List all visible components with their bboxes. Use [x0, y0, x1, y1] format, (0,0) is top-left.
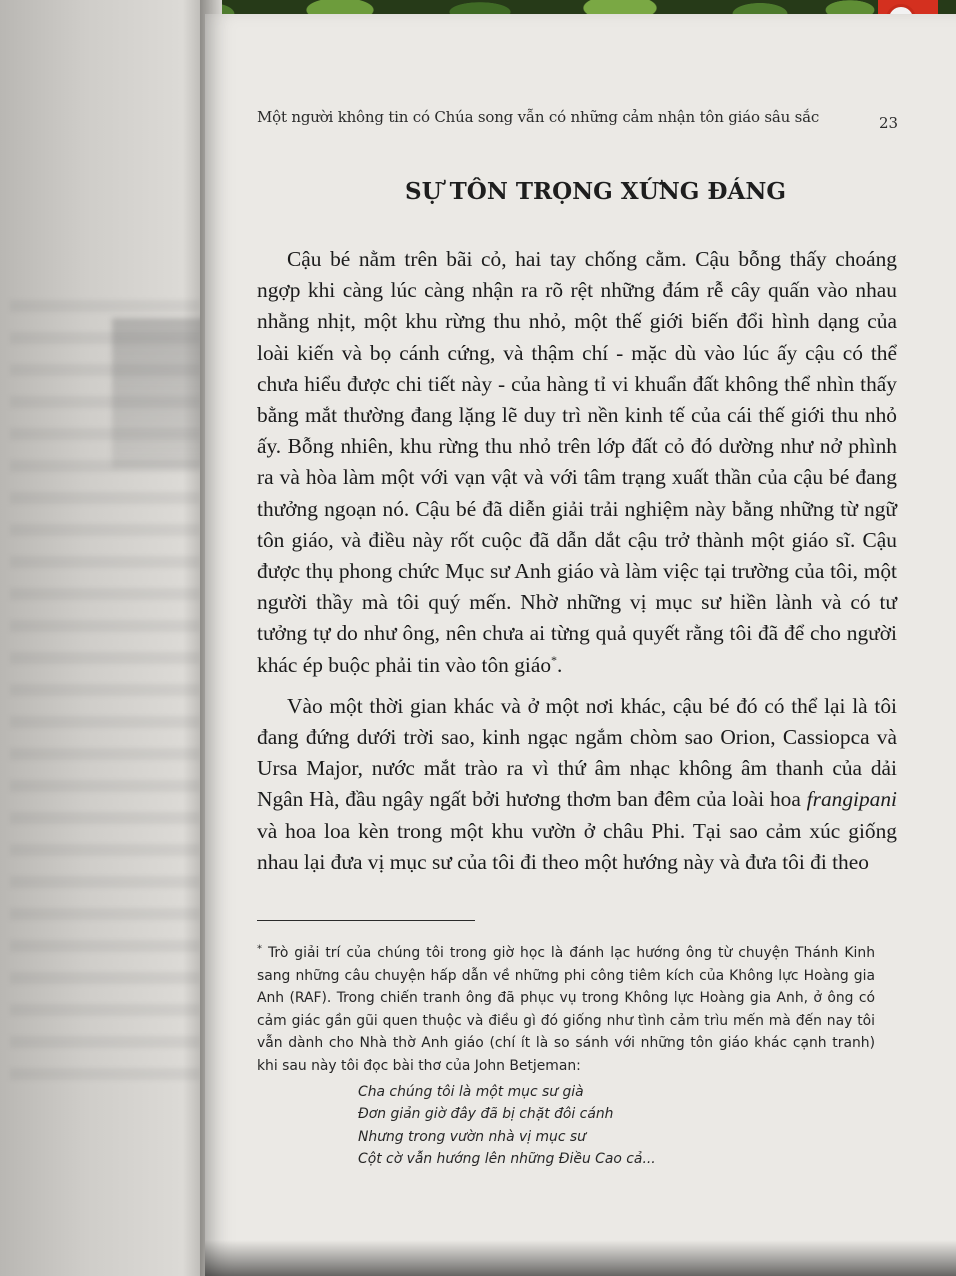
paragraph-1-end: . — [557, 652, 563, 677]
page-number: 23 — [879, 114, 899, 132]
body-text — [257, 244, 897, 888]
footnote-marker: * — [257, 943, 262, 955]
page-bottom-shadow — [205, 1240, 956, 1276]
poem — [358, 1081, 656, 1170]
footnote-text: Trò giải trí của chúng tôi trong giờ học là đánh lạc hướng ông từ chuyện Thánh Kinh sang những câu chuyện hấp dẫn về những phi công tiêm kích của Không lực Hoàng gia Anh (RAF). Trong chiến tranh ông đã phục vụ trong Không lực Hoàng gia Anh, ở ông có cảm giác gần gũi quen thuộc và điều gì đó giống như tình cảm trìu mến mà đến nay tôi vẫn dành cho Nhà thờ Anh giáo (chí ít là so sánh với những tôn giáo khác cạnh tranh) khi sau này tôi đọc bài thơ của John Betjeman: — [257, 945, 875, 1074]
poem-line: Đơn giản giờ đây đã bị chặt đôi cánh — [358, 1106, 614, 1123]
paragraph-1 — [257, 244, 897, 681]
previous-page-blurred-heading — [112, 318, 212, 468]
running-head: Một người không tin có Chúa song vẫn có những cảm nhận tôn giáo sâu sắc — [257, 108, 820, 126]
paragraph-2-text-b: và hoa loa kèn trong một khu vườn ở châu Phi. Tại sao cảm xúc giống nhau lại đưa vị mục sư của tôi đi theo một hướng này và đưa tôi đi theo — [257, 818, 897, 874]
paragraph-2 — [257, 691, 897, 878]
previous-page — [0, 0, 215, 1276]
poem-line: Cột cờ vẫn hướng lên những Điều Cao cả... — [358, 1150, 656, 1167]
book-page — [205, 14, 956, 1276]
paragraph-2-italic: frangipani — [806, 787, 897, 812]
footnote-reference: * — [551, 652, 558, 667]
footnote-rule — [257, 920, 475, 921]
poem-line: Nhưng trong vườn nhà vị mục sư — [358, 1128, 586, 1145]
footnote-paragraph — [257, 942, 875, 1078]
poem-line: Cha chúng tôi là một mục sư già — [358, 1084, 584, 1100]
footnote — [257, 942, 875, 1078]
chapter-title: SỰ TÔN TRỌNG XỨNG ĐÁNG — [405, 178, 786, 205]
paragraph-1-text: Cậu bé nằm trên bãi cỏ, hai tay chống cằm. Cậu bỗng thấy choáng ngợp khi càng lúc càng nhận ra rõ rệt những đám rễ cây quấn vào nhau nhằng nhịt, một khu rừng thu nhỏ, một thế giới biến đổi hình dạng của loài kiến và bọ cánh cứng, và thậm chí - mặc dù vào lúc ấy cậu có thể chưa hiểu được chi tiết này - của hàng tỉ vi khuẩn đất không thể nhìn thấy bằng mắt thường đang lặng lẽ duy trì nền kinh tế của cái thế giới thu nhỏ ấy. Bỗng nhiên, khu rừng thu nhỏ trên lớp đất cỏ đó dường như nở phình ra và hòa làm một với vạn vật và với tâm trạng xuất thần của cậu bé đang thưởng ngoạn nó. Cậu bé đã diễn giải trải nghiệm này bằng những từ ngữ tôn giáo, và điều này rốt cuộc đã dẫn dắt cậu trở thành một giáo sĩ. Cậu được thụ phong chức Mục sư Anh giáo và làm việc tại trường của tôi, một người thầy mà tôi quý mến. Nhờ những vị mục sư hiền lành và có tư tưởng tự do như ông, nên chưa ai từng quả quyết rằng tôi đã để cho người khác ép buộc phải tin vào tôn giáo — [257, 247, 897, 677]
paragraph-2-text-a: Vào một thời gian khác và ở một nơi khác, cậu bé đó có thể lại là tôi đang đứng dưới trời sao, kinh ngạc ngắm chòm sao Orion, Cassiopca và Ursa Major, nước mắt trào ra vì thứ âm nhạc không âm thanh của dải Ngân Hà, đầu ngây ngất bởi hương thơm ban đêm của loài hoa — [257, 693, 897, 812]
